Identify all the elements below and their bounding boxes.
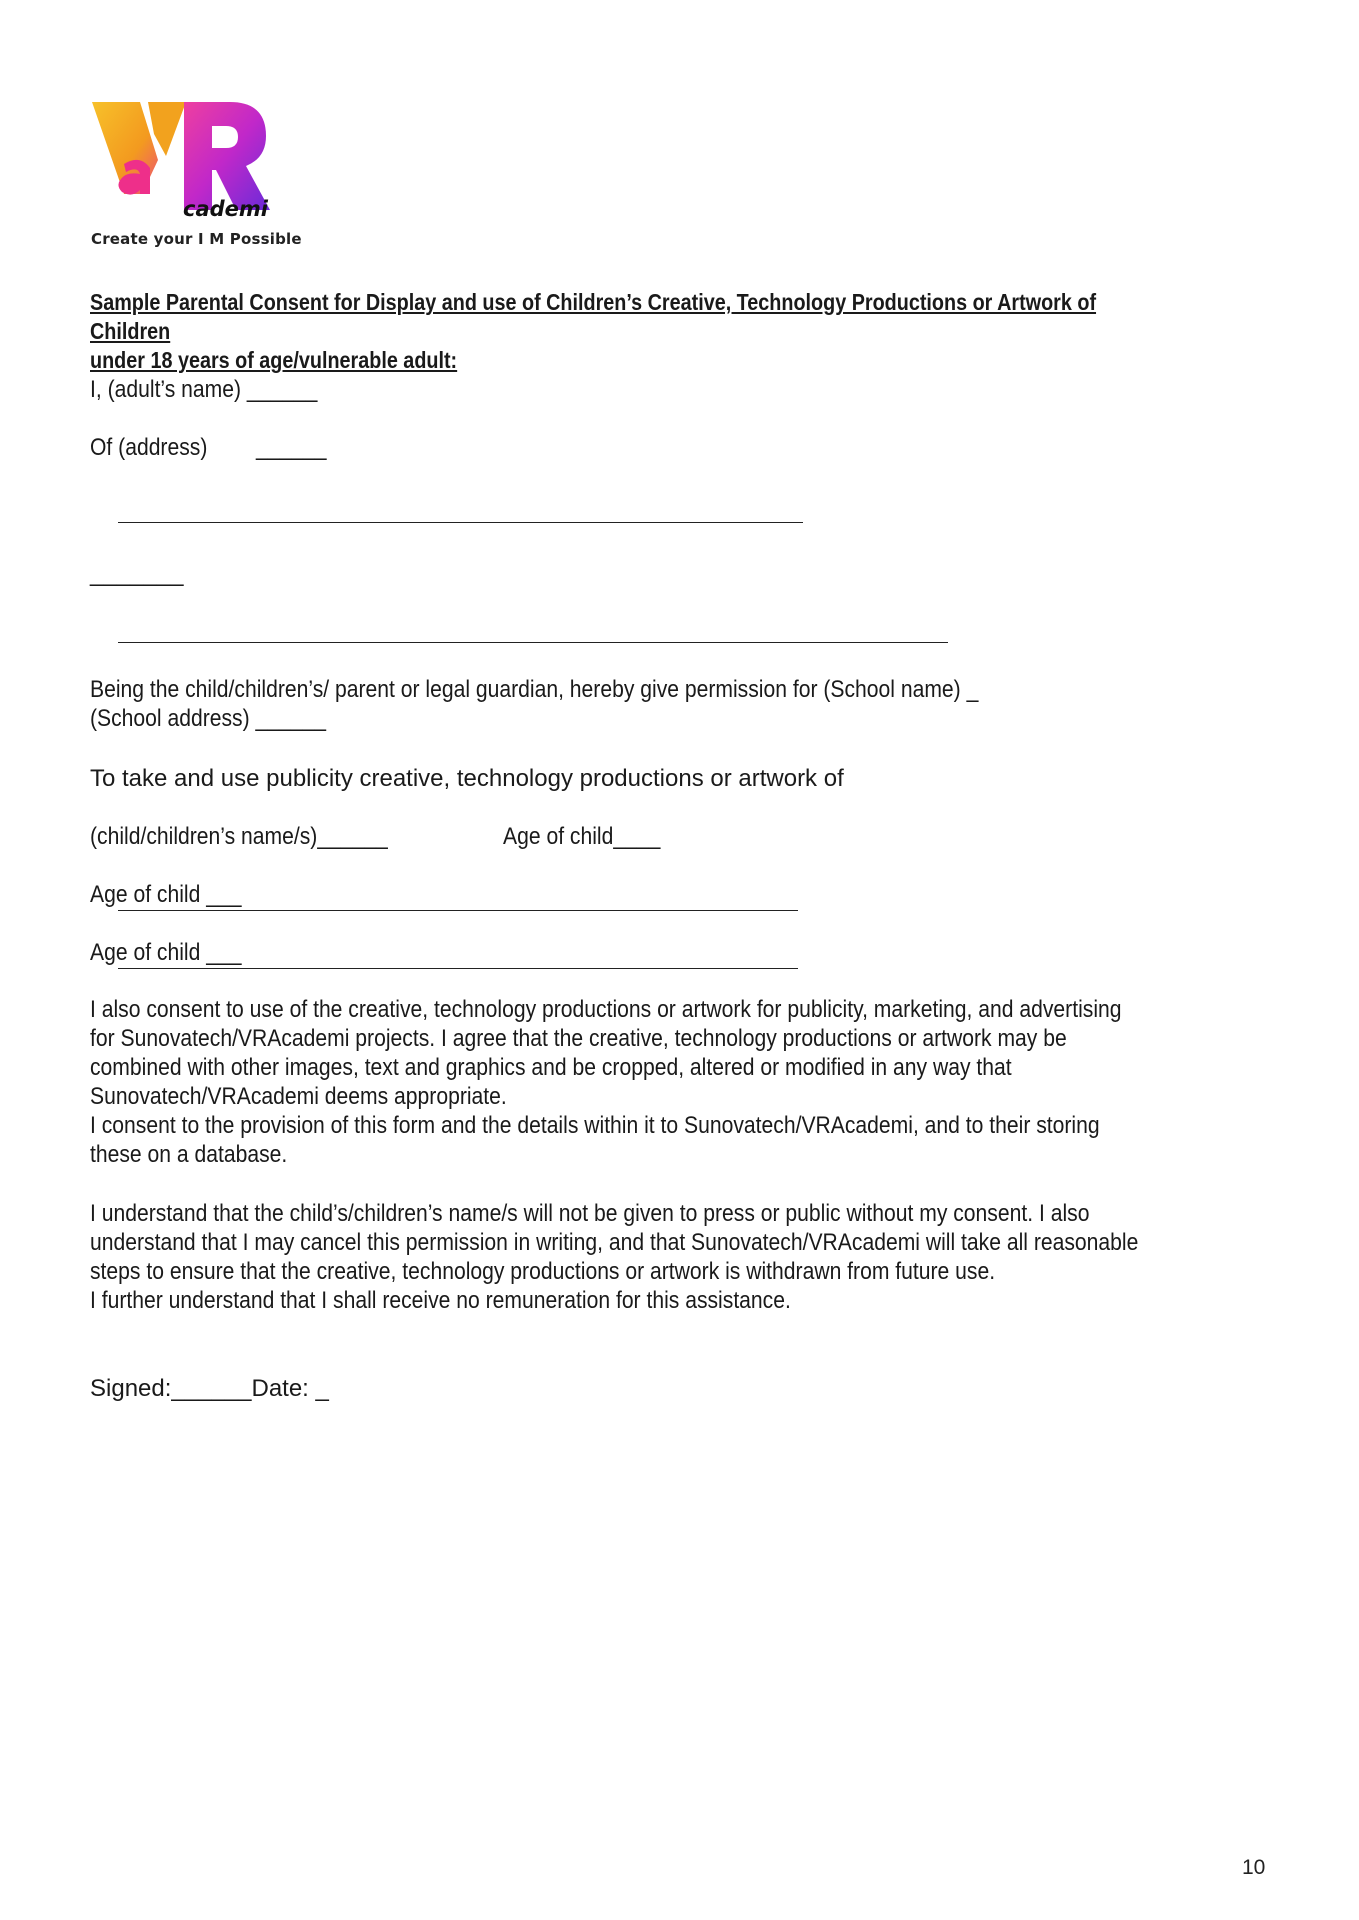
- school-address-line: (School address) ______: [90, 705, 326, 732]
- form-title-line-1: Sample Parental Consent for Display and use of Children’s Creative, Technology Productions or Artwork of Children: [90, 289, 1097, 344]
- form-title: [90, 288, 1105, 375]
- logo-tagline: Create your I M Possible: [91, 230, 302, 248]
- understand-line: steps to ensure that the creative, technology productions or artwork is withdrawn from future use.: [90, 1258, 996, 1285]
- address-short-blank: _______: [90, 560, 184, 587]
- consent-line: these on a database.: [90, 1141, 288, 1168]
- consent-line: I also consent to use of the creative, technology productions or artwork for publicity, marketing, and advertising: [90, 996, 1122, 1023]
- page-number: 10: [1242, 1856, 1266, 1879]
- age-of-child-1: Age of child____: [503, 823, 661, 850]
- address-blank: ______: [256, 434, 327, 461]
- consent-line: combined with other images, text and graphics and be cropped, altered or modified in any way that: [90, 1054, 1012, 1081]
- consent-line: for Sunovatech/VRAcademi projects. I agree that the creative, technology productions or artwork may be: [90, 1025, 1067, 1052]
- guardian-permission-line: Being the child/children’s/ parent or legal guardian, hereby give permission for (School name) _: [90, 676, 979, 703]
- understand-paragraph: [90, 1199, 1146, 1315]
- consent-line: I consent to the provision of this form and the details within it to Sunovatech/VRAcademi, and to their storing: [90, 1112, 1100, 1139]
- take-use-line: To take and use publicity creative, technology productions or artwork of: [90, 765, 844, 792]
- understand-line: I further understand that I shall receive no remuneration for this assistance.: [90, 1287, 791, 1314]
- age-of-child-3: Age of child ___: [90, 939, 242, 966]
- understand-line: I understand that the child’s/children’s name/s will not be given to press or public without my consent. I also: [90, 1200, 1090, 1227]
- address-line-2: [118, 642, 948, 643]
- child-names-line: (child/children’s name/s)______: [90, 823, 388, 850]
- adult-name-line: I, (adult’s name) ______: [90, 376, 318, 403]
- form-title-line-2: under 18 years of age/vulnerable adult:: [90, 347, 458, 373]
- child-line-3: [118, 968, 798, 969]
- signature-date-line: Signed:______Date: _: [90, 1375, 329, 1402]
- consent-line: Sunovatech/VRAcademi deems appropriate.: [90, 1083, 507, 1110]
- address-line-1: [118, 522, 803, 523]
- consent-paragraph: [90, 995, 1146, 1169]
- child-line-2: [118, 910, 798, 911]
- understand-line: understand that I may cancel this permission in writing, and that Sunovatech/VRAcademi will take all reasonable: [90, 1229, 1139, 1256]
- age-of-child-2: Age of child ___: [90, 881, 242, 908]
- logo-word: cademi: [183, 197, 268, 221]
- address-label: Of (address): [90, 434, 208, 461]
